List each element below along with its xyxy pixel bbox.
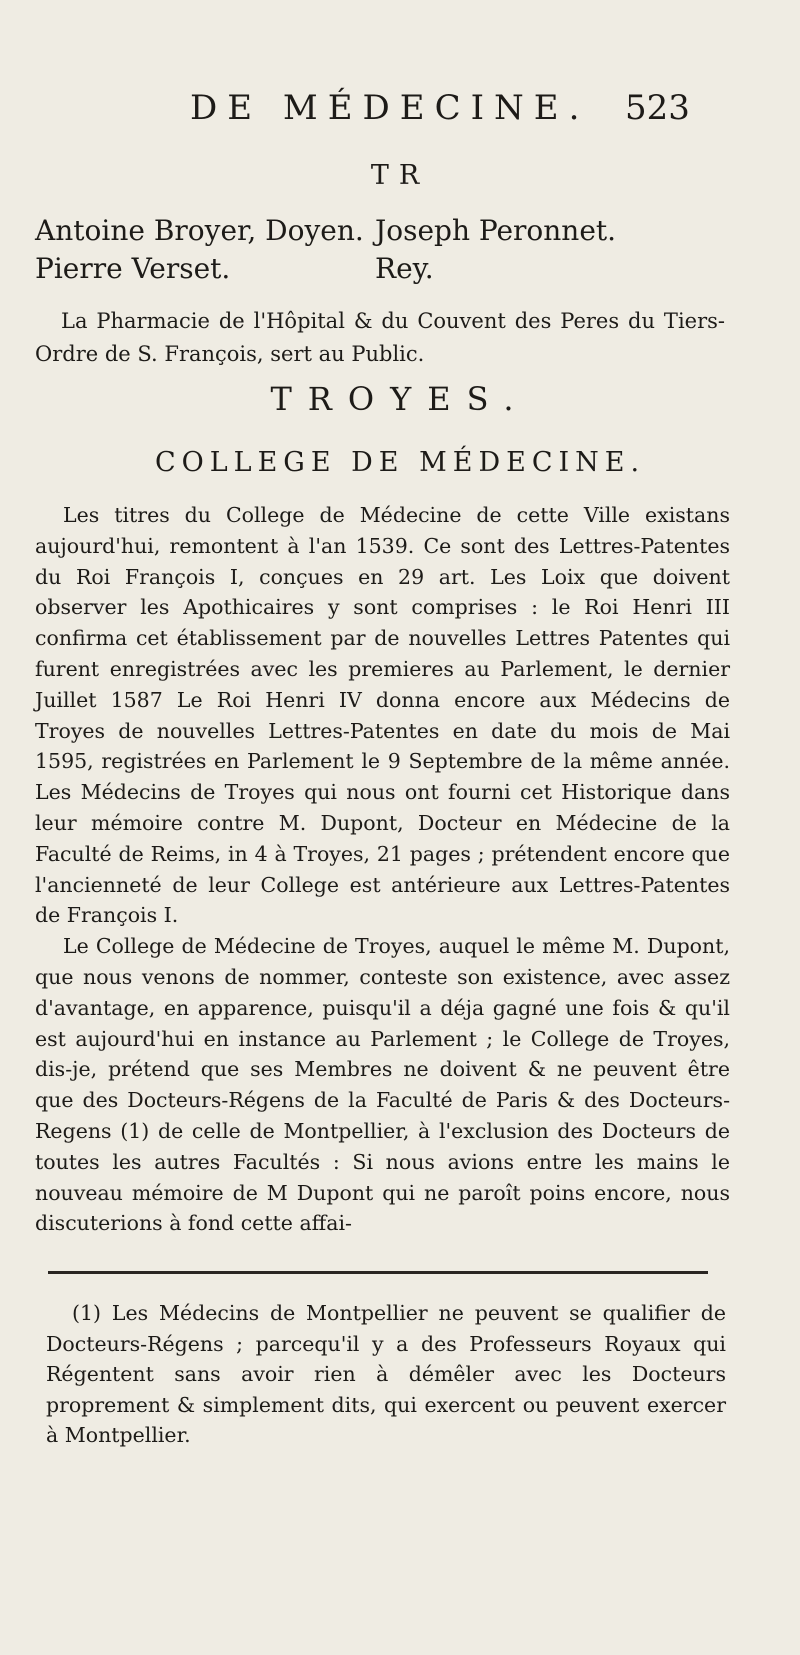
- footnote-text: (1) Les Médecins de Montpellier ne peuvent se qualifier de Docteurs-Régens ; parcequ'il y a des Professeurs Royaux qui Régentent sans avoir rien à démêler avec les Docteurs proprement & simplement dits, qui exercent ou peuvent exercer à Montpellier.: [46, 1301, 726, 1447]
- pharmacie-note: [35, 305, 725, 371]
- paragraph-2: Le College de Médecine de Troyes, auquel le même M. Dupont, que nous venons de nommer, conteste son existence, avec assez d'avantage, en apparence, puisqu'il a déja gagné une fois & qu'il est aujourd'hui en instance au Parlement ; le College de Troyes, dis-je, prétend que ses Membres ne doivent & ne peuvent être que des Docteurs-Régens de la Faculté de Paris & des Docteurs-Regens (1) de celle de Montpellier, à l'exclusion des Docteurs de toutes les autres Facultés : Si nous avions entre les mains le nouveau mémoire de M Dupont qui ne paroît poins encore, nous discuterions à fond cette affai-: [35, 934, 730, 1236]
- member-names: [35, 212, 735, 288]
- running-title: DE MÉDECINE.: [190, 88, 590, 128]
- footnote-divider: [48, 1271, 708, 1274]
- city-heading: TROYES.: [270, 380, 530, 418]
- paragraph-1: Les titres du College de Médecine de cette Ville existans aujourd'hui, remontent à l'an 1539. Ce sont des Lettres-Patentes du Roi François I, conçues en 29 art. Les Loix que doivent observer les Apothicaires y sont comprises : le Roi Henri III confirma cet établissement par de nouvelles Lettres Patentes qui furent enregistrées avec les premieres au Parlement, le dernier Juillet 1587 Le Roi Henri IV donna encore aux Médecins de Troyes de nouvelles Lettres-Patentes en date du mois de Mai 1595, registrées en Parlement le 9 Septembre de la même année. Les Médecins de Troyes qui nous ont fourni cet Historique dans leur mémoire contre M. Dupont, Docteur en Médecine de la Faculté de Reims, in 4 à Troyes, 21 pages ; prétendent encore que l'ancienneté de leur College est antérieure aux Lettres-Patentes de François I.: [35, 503, 730, 928]
- college-heading: COLLEGE DE MÉDECINE.: [154, 447, 646, 478]
- name-right: Rey.: [375, 252, 434, 285]
- name-right: Joseph Peronnet.: [375, 214, 617, 247]
- page-number: 523: [625, 88, 690, 128]
- section-heading-fragment: TR: [370, 160, 430, 191]
- name-left: Antoine Broyer, Doyen.: [35, 214, 364, 247]
- footnote: [46, 1298, 726, 1451]
- names-row: [35, 250, 735, 288]
- body-text: [35, 500, 730, 1239]
- name-left: Pierre Verset.: [35, 252, 231, 285]
- pharmacie-paragraph: La Pharmacie de l'Hôpital & du Couvent des Peres du Tiers-Ordre de S. François, sert au Public.: [35, 309, 725, 366]
- page-header: [0, 88, 800, 148]
- names-row: [35, 212, 735, 250]
